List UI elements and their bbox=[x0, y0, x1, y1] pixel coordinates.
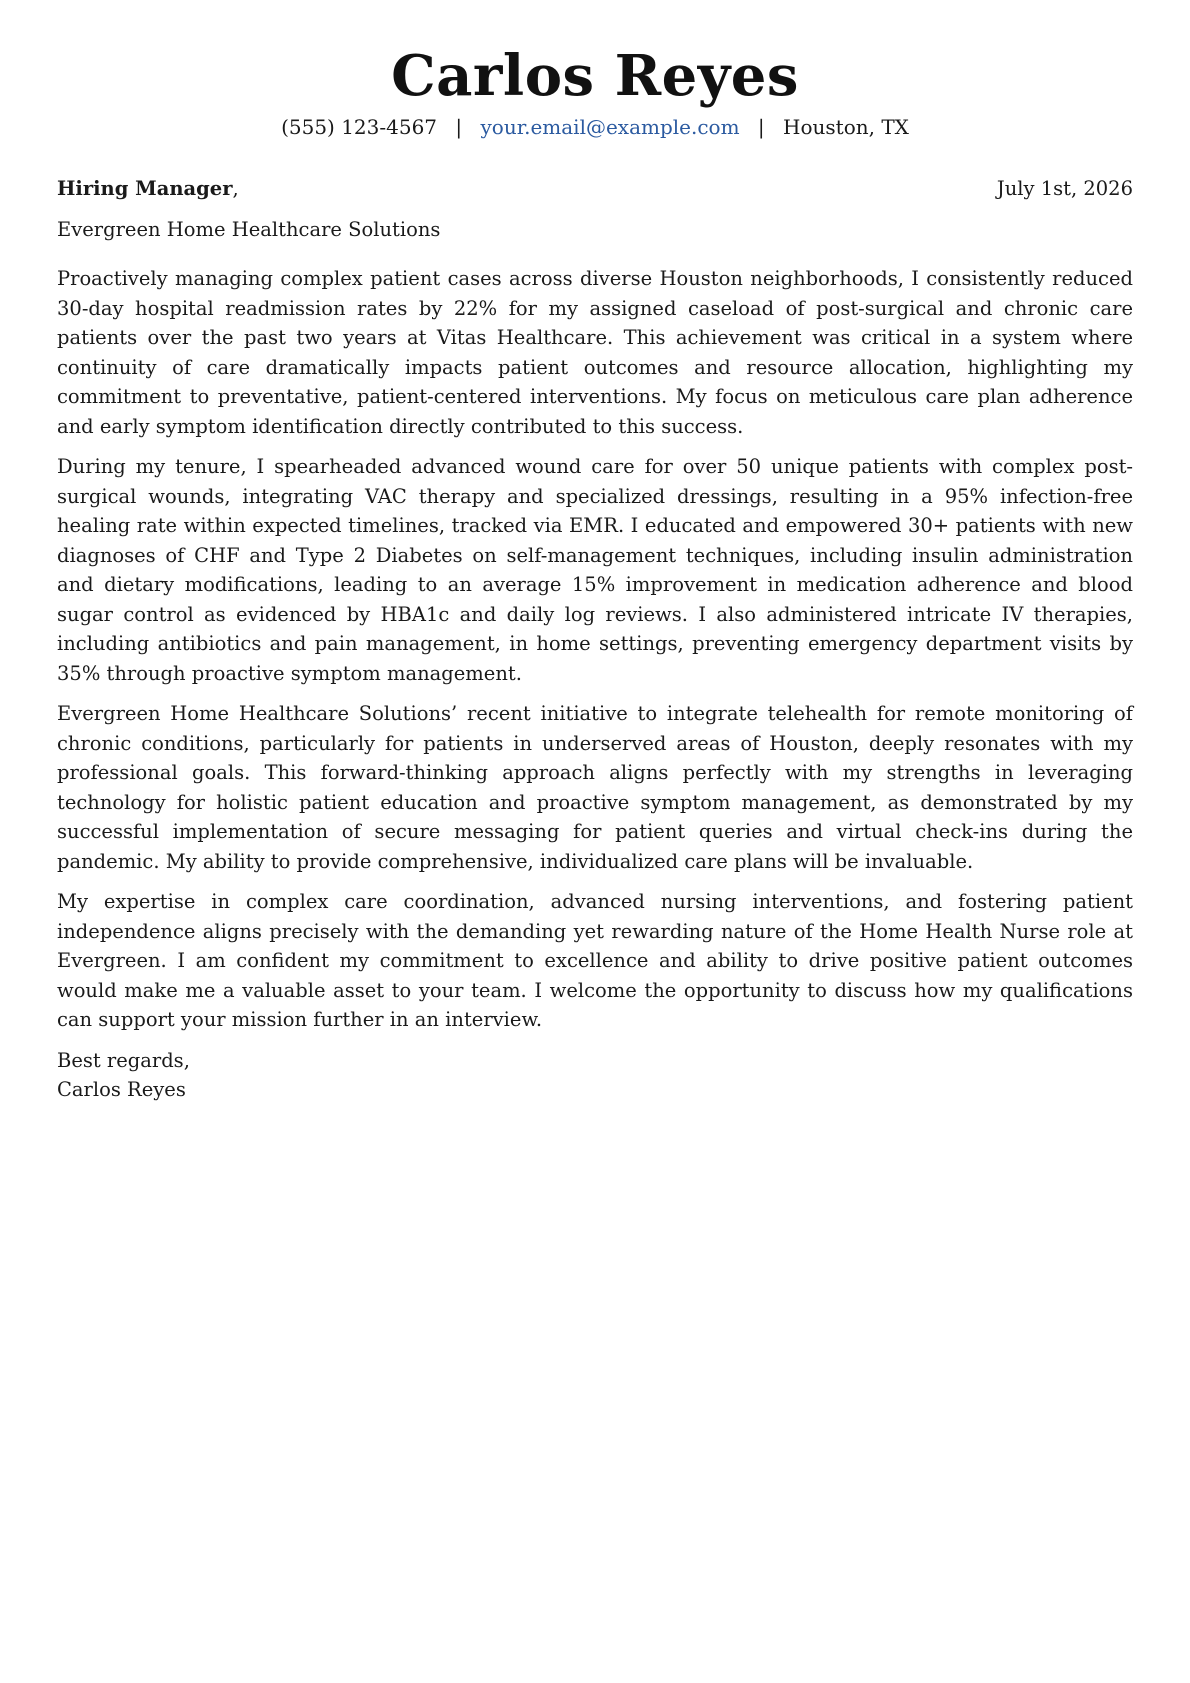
closing-signature: Carlos Reyes bbox=[57, 1078, 186, 1101]
recipient-title-text: Hiring Manager bbox=[57, 177, 233, 200]
email-link[interactable]: your.email@example.com bbox=[480, 115, 740, 139]
closing-salutation: Best regards, bbox=[57, 1048, 190, 1072]
closing-block bbox=[57, 1046, 1133, 1105]
location: Houston, TX bbox=[783, 115, 909, 139]
phone-number: (555) 123-4567 bbox=[281, 115, 438, 139]
recipient-date-row bbox=[57, 174, 1133, 204]
recipient-title-suffix: , bbox=[232, 177, 239, 200]
body-paragraph: Proactively managing complex patient cases across diverse Houston neighborhoods, I consistently reduced 30-day hospital readmission rates by 22% for my assigned caseload of post-surgical and chronic care patients over the past two years at Vitas Healthcare. This achievement was critical in a system where continuity of care dramatically impacts patient outcomes and resource allocation, highlighting my commitment to preventative, patient-centered interventions. My focus on meticulous care plan adherence and early symptom identification directly contributed to this success. bbox=[57, 267, 1133, 438]
recipient-company: Evergreen Home Healthcare Solutions bbox=[57, 217, 441, 241]
body-paragraph: During my tenure, I spearheaded advanced wound care for over 50 unique patients with complex post-surgical wounds, integrating VAC therapy and specialized dressings, resulting in a 95% infection-free healing rate within expected timelines, tracked via EMR. I educated and empowered 30+ patients with new diagnoses of CHF and Type 2 Diabetes on self-management techniques, including insulin administration and dietary modifications, leading to an average 15% improvement in medication adherence and blood sugar control as evidenced by HBA1c and daily log reviews. I also administered intricate IV therapies, including antibiotics and pain management, in home settings, preventing emergency department visits by 35% through proactive symptom management. bbox=[57, 455, 1133, 685]
letter-date: July 1st, 2026 bbox=[996, 177, 1133, 200]
body-paragraph: Evergreen Home Healthcare Solutions’ recent initiative to integrate telehealth for remote monitoring of chronic conditions, particularly for patients in underserved areas of Houston, deeply resonates with my professional goals. This forward-thinking approach aligns perfectly with my strengths in leveraging technology for holistic patient education and proactive symptom management, as demonstrated by my successful implementation of secure messaging for patient queries and virtual check-ins during the pandemic. My ability to provide comprehensive, individualized care plans will be invaluable. bbox=[57, 702, 1133, 873]
separator: | bbox=[757, 115, 765, 139]
body-paragraph: My expertise in complex care coordination, advanced nursing interventions, and fostering patient independence aligns precisely with the demanding yet rewarding nature of the Home Health Nurse role at Evergreen. I am confident my commitment to excellence and ability to drive positive patient outcomes would make me a valuable asset to your team. I welcome the opportunity to discuss how my qualifications can support your mission further in an interview. bbox=[57, 890, 1133, 1031]
separator: | bbox=[455, 115, 463, 139]
letter-body bbox=[57, 264, 1133, 1035]
contact-line bbox=[57, 112, 1133, 142]
applicant-name: Carlos Reyes bbox=[391, 43, 799, 109]
recipient-title bbox=[57, 174, 239, 204]
